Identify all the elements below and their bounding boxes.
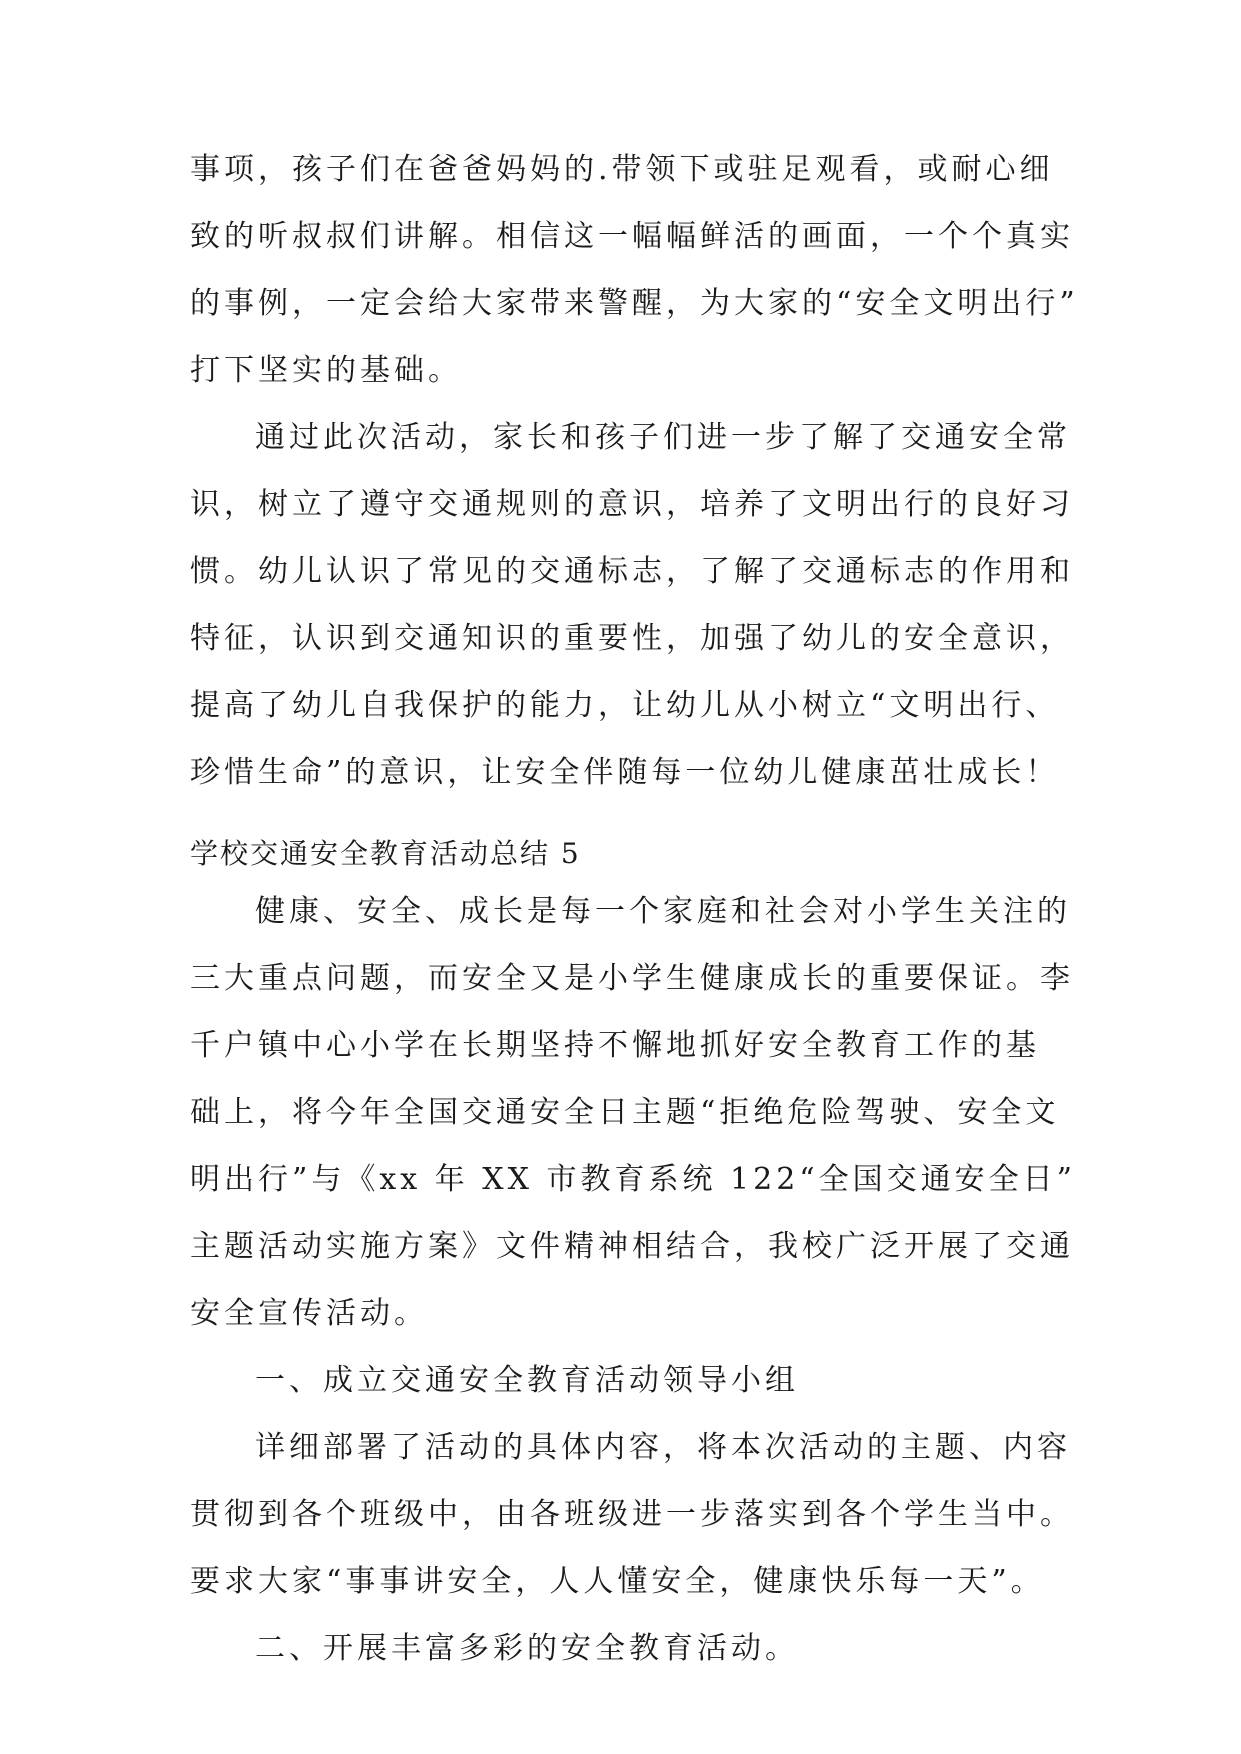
paragraph-line: 详细部署了活动的具体内容，将本次活动的主题、内容 — [255, 1430, 1071, 1465]
section-title: 学校交通安全教育活动总结 5 — [190, 837, 581, 870]
list-heading: 一、成立交通安全教育活动领导小组 — [255, 1363, 799, 1398]
paragraph-line: 特征，认识到交通知识的重要性，加强了幼儿的安全意识， — [190, 621, 1074, 656]
paragraph-line: 要求大家“事事讲安全，人人懂安全，健康快乐每一天”。 — [190, 1564, 1045, 1599]
paragraph-line: 础上，将今年全国交通安全日主题“拒绝危险驾驶、安全文 — [190, 1095, 1060, 1130]
paragraph-line: 识，树立了遵守交通规则的意识，培养了文明出行的良好习 — [190, 487, 1074, 522]
paragraph-line: 提高了幼儿自我保护的能力，让幼儿从小树立“文明出行、 — [190, 688, 1060, 723]
paragraph-line: 安全宣传活动。 — [190, 1296, 428, 1331]
paragraph-line: 事项，孩子们在爸爸妈妈的.带领下或驻足观看，或耐心细 — [190, 152, 1054, 187]
paragraph-line: 贯彻到各个班级中，由各班级进一步落实到各个学生当中。 — [190, 1497, 1074, 1532]
paragraph-line: 通过此次活动，家长和孩子们进一步了解了交通安全常 — [255, 420, 1071, 455]
paragraph-line: 的事例，一定会给大家带来警醒，为大家的“安全文明出行” — [190, 286, 1079, 321]
paragraph-line: 三大重点问题，而安全又是小学生健康成长的重要保证。李 — [190, 961, 1074, 996]
list-heading: 二、开展丰富多彩的安全教育活动。 — [255, 1631, 799, 1666]
paragraph-line: 惯。幼儿认识了常见的交通标志，了解了交通标志的作用和 — [190, 554, 1074, 589]
paragraph-line: 健康、安全、成长是每一个家庭和社会对小学生关注的 — [255, 894, 1071, 929]
paragraph-line: 致的听叔叔们讲解。相信这一幅幅鲜活的画面，一个个真实 — [190, 219, 1074, 254]
paragraph-line: 主题活动实施方案》文件精神相结合，我校广泛开展了交通 — [190, 1229, 1074, 1264]
paragraph-line: 千户镇中心小学在长期坚持不懈地抓好安全教育工作的基 — [190, 1028, 1040, 1063]
paragraph-line: 打下坚实的基础。 — [190, 353, 462, 388]
paragraph-line: 珍惜生命”的意识，让安全伴随每一位幼儿健康茁壮成长！ — [190, 755, 1060, 790]
paragraph-line: 明出行”与《xx 年 XX 市教育系统 122“全国交通安全日” — [190, 1162, 1076, 1197]
